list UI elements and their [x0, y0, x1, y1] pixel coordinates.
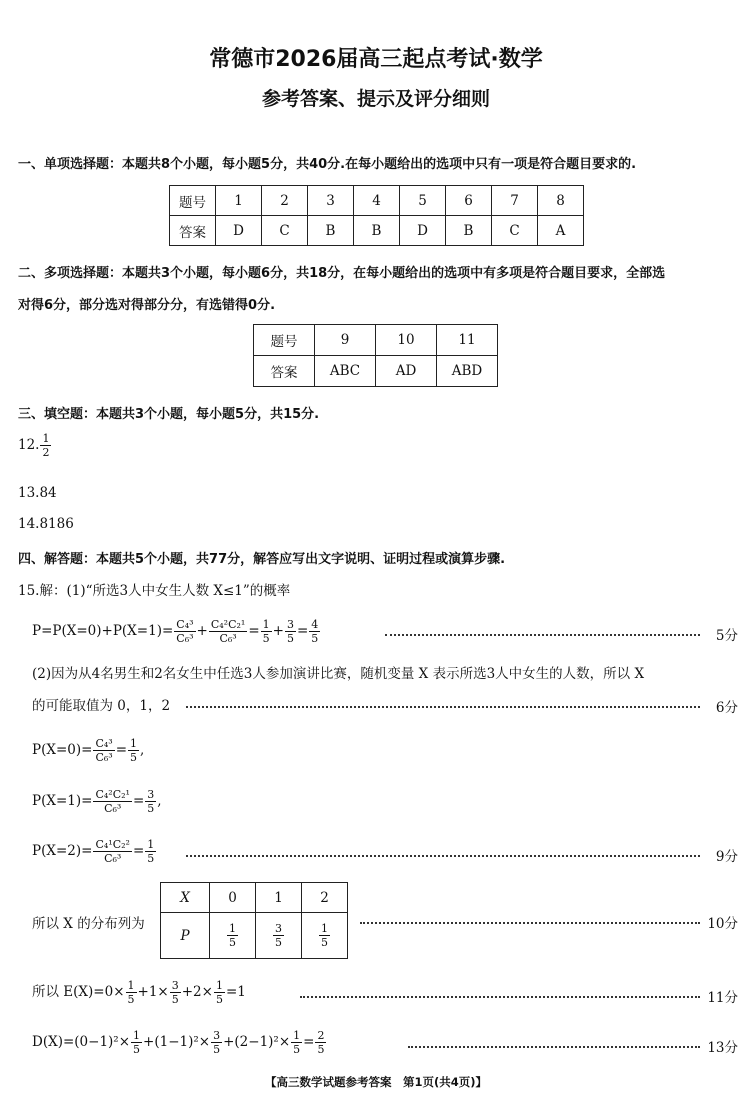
- fraction: [319, 922, 330, 949]
- answer-cell: D: [216, 216, 262, 246]
- table-row: [170, 186, 584, 216]
- numerator: 1: [42, 432, 50, 445]
- answer-cell: B: [308, 216, 354, 246]
- x-value: 1: [256, 883, 302, 913]
- operator: +1×: [137, 984, 169, 1000]
- section4-heading: 四、解答题：本题共5个小题，共77分，解答应写出文字说明、证明过程或演算步骤.: [18, 552, 506, 567]
- denominator: C₆³: [176, 632, 194, 645]
- fraction: [170, 979, 181, 1006]
- numerator: 1: [262, 618, 270, 631]
- distribution-label: 所以 X 的分布列为: [32, 916, 145, 932]
- variance-equation: [32, 1029, 327, 1056]
- row-label: 答案: [254, 356, 315, 387]
- numerator: 1: [127, 979, 135, 992]
- table-row: [254, 356, 498, 387]
- fraction: [291, 1029, 302, 1056]
- fraction: [128, 737, 139, 764]
- fraction: [309, 618, 320, 645]
- denominator: 2: [42, 446, 50, 459]
- numerator: C₄²C₂¹: [210, 618, 246, 631]
- answer-q13: 13.84: [18, 485, 57, 501]
- fraction: [273, 922, 284, 949]
- table-row: [254, 325, 498, 356]
- numerator: 1: [229, 922, 236, 935]
- dotted-leader: [385, 634, 700, 636]
- punctuation: ,: [140, 742, 145, 758]
- answer-cell: B: [354, 216, 400, 246]
- question-number: 7: [492, 186, 538, 216]
- section3-heading: 三、填空题：本题共3个小题，每小题5分，共15分.: [18, 407, 320, 422]
- denominator: C₆³: [95, 751, 113, 764]
- numerator: 1: [147, 838, 155, 851]
- denominator: C₆³: [104, 802, 122, 815]
- numerator: 3: [171, 979, 179, 992]
- distribution-table: [160, 882, 348, 959]
- equation-lhs: P(X=0)=: [32, 742, 93, 758]
- operator: =: [115, 742, 128, 758]
- fraction: [285, 618, 296, 645]
- fraction: [227, 922, 238, 949]
- denominator: 5: [275, 936, 282, 949]
- p-value: [256, 913, 302, 959]
- answer-cell: C: [262, 216, 308, 246]
- multi-choice-answer-table: [253, 324, 498, 387]
- operator: =: [132, 843, 145, 859]
- probability-equation: [32, 618, 321, 645]
- numerator: 3: [286, 618, 294, 631]
- dotted-leader: [186, 706, 700, 708]
- operator: +: [272, 623, 284, 639]
- score-mark: 9分: [715, 849, 738, 865]
- numerator: 1: [215, 979, 223, 992]
- denominator: 5: [213, 1043, 221, 1056]
- numerator: 3: [147, 788, 155, 801]
- part2-line1: (2)因为从4名男生和2名女生中任选3人参加演讲比赛，随机变量 X 表示所选3人中女生的人数，所以 X: [32, 666, 645, 682]
- operator: =: [303, 1034, 315, 1050]
- px2-equation: [32, 838, 157, 865]
- fraction: [93, 737, 114, 764]
- numerator: 1: [321, 922, 328, 935]
- denominator: 5: [215, 993, 223, 1006]
- fraction: [315, 1029, 326, 1056]
- score-mark: 13分: [707, 1040, 738, 1056]
- operator: +(1−1)²×: [143, 1034, 211, 1050]
- score-mark: 5分: [715, 628, 738, 644]
- punctuation: ,: [157, 793, 162, 809]
- row-label: 题号: [170, 186, 216, 216]
- numerator: 1: [130, 737, 138, 750]
- numerator: C₄²C₂¹: [95, 788, 130, 801]
- denominator: 5: [311, 632, 319, 645]
- question-number: 3: [308, 186, 354, 216]
- numerator: 4: [311, 618, 319, 631]
- p-value: [302, 913, 348, 959]
- question-number: 1: [216, 186, 262, 216]
- operator: =: [248, 623, 260, 639]
- x-label: X: [161, 883, 210, 913]
- x-value: 0: [210, 883, 256, 913]
- equation-result: =1: [225, 984, 246, 1000]
- numerator: 2: [317, 1029, 325, 1042]
- fraction: [211, 1029, 222, 1056]
- operator: +: [196, 623, 208, 639]
- denominator: 5: [147, 852, 155, 865]
- px0-equation: [32, 737, 144, 764]
- row-label: 题号: [254, 325, 315, 356]
- section2-heading-line2: 对得6分，部分选对得部分分，有选错得0分.: [18, 298, 276, 313]
- table-row: [161, 883, 348, 913]
- answer-q12: [18, 432, 52, 459]
- fraction: [93, 838, 131, 865]
- denominator: 5: [133, 1043, 141, 1056]
- denominator: 5: [147, 802, 155, 815]
- denominator: 5: [262, 632, 270, 645]
- denominator: 5: [229, 936, 236, 949]
- denominator: 5: [293, 1043, 301, 1056]
- operator: =: [296, 623, 309, 639]
- fraction: [174, 618, 195, 645]
- question-number: 5: [400, 186, 446, 216]
- page-footer: 【高三数学试题参考答案 第1页(共4页)】: [264, 1075, 487, 1089]
- q12-label: 12.: [18, 437, 40, 453]
- q12-fraction: [40, 432, 51, 459]
- answer-cell: B: [446, 216, 492, 246]
- question-number: 11: [437, 325, 498, 356]
- question-number: 10: [376, 325, 437, 356]
- numerator: C₄³: [176, 618, 194, 631]
- equation-lhs: P=P(X=0)+P(X=1)=: [32, 623, 174, 639]
- denominator: 5: [321, 936, 328, 949]
- fraction: [209, 618, 247, 645]
- px1-equation: [32, 788, 162, 815]
- fraction: [145, 788, 156, 815]
- denominator: C₆³: [219, 632, 237, 645]
- row-label: 答案: [170, 216, 216, 246]
- page-title: 常德市2026届高三起点考试·数学: [209, 47, 543, 72]
- denominator: 5: [317, 1043, 325, 1056]
- numerator: 3: [275, 922, 282, 935]
- question-number: 4: [354, 186, 400, 216]
- single-choice-answer-table: [169, 185, 584, 246]
- answer-cell: C: [492, 216, 538, 246]
- question-number: 6: [446, 186, 492, 216]
- denominator: 5: [127, 993, 135, 1006]
- fraction: [214, 979, 225, 1006]
- question-number: 9: [315, 325, 376, 356]
- dotted-leader: [360, 922, 700, 924]
- fraction: [126, 979, 137, 1006]
- page-subtitle: 参考答案、提示及评分细则: [261, 88, 490, 110]
- section1-heading: 一、单项选择题：本题共8个小题，每小题5分，共40分.在每小题给出的选项中只有一项是符合题目要求的.: [18, 157, 637, 172]
- x-value: 2: [302, 883, 348, 913]
- p-label: P: [161, 913, 210, 959]
- table-row: [170, 216, 584, 246]
- dotted-leader: [408, 1046, 700, 1048]
- question-number: 8: [538, 186, 584, 216]
- numerator: C₄³: [95, 737, 113, 750]
- section2-heading-line1: 二、多项选择题：本题共3个小题，每小题6分，共18分，在每小题给出的选项中有多项是符合题目要求，全部选: [18, 266, 666, 281]
- answer-cell: ABC: [315, 356, 376, 387]
- table-row: [161, 913, 348, 959]
- fraction: [145, 838, 156, 865]
- score-mark: 10分: [707, 916, 738, 932]
- numerator: 3: [213, 1029, 221, 1042]
- denominator: C₆³: [104, 852, 122, 865]
- expectation-equation: [32, 979, 246, 1006]
- part2-line2: 的可能取值为 0，1，2: [32, 698, 171, 714]
- score-mark: 11分: [707, 990, 738, 1006]
- answer-cell: ABD: [437, 356, 498, 387]
- p-value: [210, 913, 256, 959]
- equation-lhs: D(X)=(0−1)²×: [32, 1034, 131, 1050]
- equation-lhs: P(X=1)=: [32, 793, 93, 809]
- question-number: 2: [262, 186, 308, 216]
- answer-cell: D: [400, 216, 446, 246]
- answer-cell: A: [538, 216, 584, 246]
- denominator: 5: [130, 751, 138, 764]
- fraction: [93, 788, 131, 815]
- dotted-leader: [300, 996, 700, 998]
- denominator: 5: [171, 993, 179, 1006]
- numerator: 1: [293, 1029, 301, 1042]
- fraction: [261, 618, 272, 645]
- numerator: C₄¹C₂²: [95, 838, 130, 851]
- operator: =: [132, 793, 145, 809]
- operator: +(2−1)²×: [223, 1034, 291, 1050]
- equation-lhs: 所以 E(X)=0×: [32, 984, 125, 1000]
- numerator: 1: [133, 1029, 141, 1042]
- denominator: 5: [286, 632, 294, 645]
- answer-q14: 14.8186: [18, 516, 74, 532]
- operator: +2×: [181, 984, 213, 1000]
- answer-cell: AD: [376, 356, 437, 387]
- q15-intro: 15.解：(1)“所选3人中女生人数 X≤1”的概率: [18, 583, 291, 599]
- equation-lhs: P(X=2)=: [32, 843, 93, 859]
- score-mark: 6分: [715, 700, 738, 716]
- fraction: [131, 1029, 142, 1056]
- dotted-leader: [186, 855, 700, 857]
